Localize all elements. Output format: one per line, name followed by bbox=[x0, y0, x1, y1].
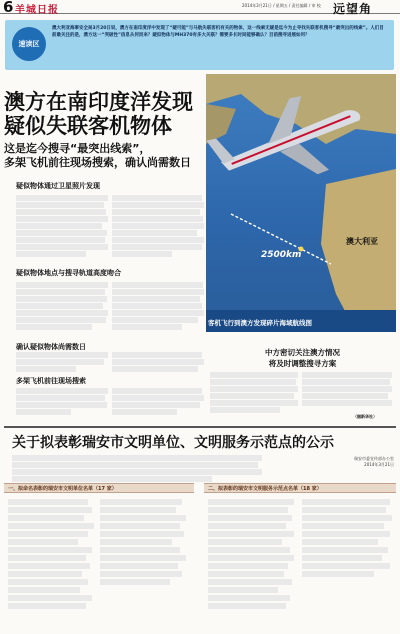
deck bbox=[4, 142, 209, 170]
photo-caption: 客机飞行到澳方发现碎片海域航线图 bbox=[208, 319, 312, 327]
secondary-headline-line-2: 将及时调整搜寻方案 bbox=[268, 359, 337, 368]
body-column-3b bbox=[112, 352, 204, 372]
map-label: 澳大利亚 bbox=[346, 237, 378, 246]
body-column-2a bbox=[16, 282, 108, 330]
list-bar-right-title: 二、拟表彰的瑞安市文明服务示范点名单（18 家） bbox=[208, 486, 322, 492]
notice-right-note-2: 2014年3月21日 bbox=[364, 462, 394, 467]
section-name: 远望角 bbox=[333, 2, 373, 16]
list-right-col-b bbox=[302, 499, 394, 577]
body-column-1b bbox=[112, 195, 204, 257]
subhead-4 bbox=[16, 376, 86, 386]
deck-line-2: 多架飞机前往现场搜索，确认尚需数日 bbox=[4, 156, 191, 169]
notice-title: 关于拟表彰瑞安市文明单位、文明服务示范点的公示 bbox=[12, 435, 334, 451]
body-column-1a bbox=[16, 195, 108, 257]
notice-right-note bbox=[290, 456, 394, 468]
body-column-2b bbox=[112, 282, 204, 330]
list-bar-right bbox=[204, 483, 396, 493]
distance-label: 2500km bbox=[261, 250, 302, 260]
list-bar-left-title: 一、拟命名表彰的瑞安市文明单位名单（17 家） bbox=[8, 486, 117, 492]
headline bbox=[4, 90, 204, 138]
section-divider bbox=[4, 426, 396, 428]
map-graphic bbox=[206, 74, 396, 332]
headline-line-2: 疑似失联客机物体 bbox=[4, 114, 172, 138]
subhead-3-text: 确认疑似物体尚需数日 bbox=[16, 343, 86, 351]
deck-line-1: 这是迄今搜寻“最突出线索”， bbox=[4, 142, 151, 155]
list-right-col-a bbox=[208, 499, 298, 609]
body-column-3a bbox=[16, 352, 108, 372]
summary-text: 澳大利亚海事安全局3月20日说，澳方在南印度洋中发现了“疑可能”与马航失联客机有关的物体，这一线索无疑是迄今为止寻找失联客机搜寻“最突出的线索”。人们目前最关注的是，澳方这一“突破性”信息从何而来？疑似物体与MH370有多大关联？需要多长时间能够确认？目前搜寻进展如何？ bbox=[52, 26, 384, 39]
subhead-3 bbox=[16, 342, 86, 352]
map-photo bbox=[206, 74, 396, 332]
subhead-1 bbox=[16, 181, 100, 191]
headline-line-1: 澳方在南印度洋发现 bbox=[4, 90, 193, 114]
list-left-col-b bbox=[100, 499, 190, 585]
notice-intro bbox=[12, 455, 262, 482]
subhead-2-text: 疑似物体地点与搜寻轨道高度吻合 bbox=[16, 269, 121, 277]
secondary-body-a bbox=[210, 372, 298, 413]
notice-right-note-1: 瑞安市委宣传部办公室 bbox=[354, 456, 394, 461]
secondary-headline bbox=[210, 347, 395, 369]
subhead-4-text: 多架飞机前往现场搜索 bbox=[16, 377, 86, 385]
list-left-col-a bbox=[8, 499, 96, 609]
summary-badge: 速读区 bbox=[12, 27, 46, 61]
secondary-headline-line-1: 中方密切关注澳方情况 bbox=[265, 348, 340, 357]
secondary-body-b bbox=[302, 372, 392, 406]
subhead-1-text: 疑似物体通过卫星照片发现 bbox=[16, 182, 100, 190]
page-number: 6 bbox=[3, 0, 14, 16]
dateline: 2014年3月21日 / 星期五 / 责任编辑 / 审 校 bbox=[242, 3, 321, 8]
masthead: 羊城日报 bbox=[15, 5, 59, 16]
list-bar-left bbox=[4, 483, 194, 493]
body-column-4b bbox=[112, 388, 204, 415]
byline: （据新华社） bbox=[353, 414, 377, 419]
subhead-2 bbox=[16, 268, 121, 278]
body-column-4a bbox=[16, 388, 108, 415]
